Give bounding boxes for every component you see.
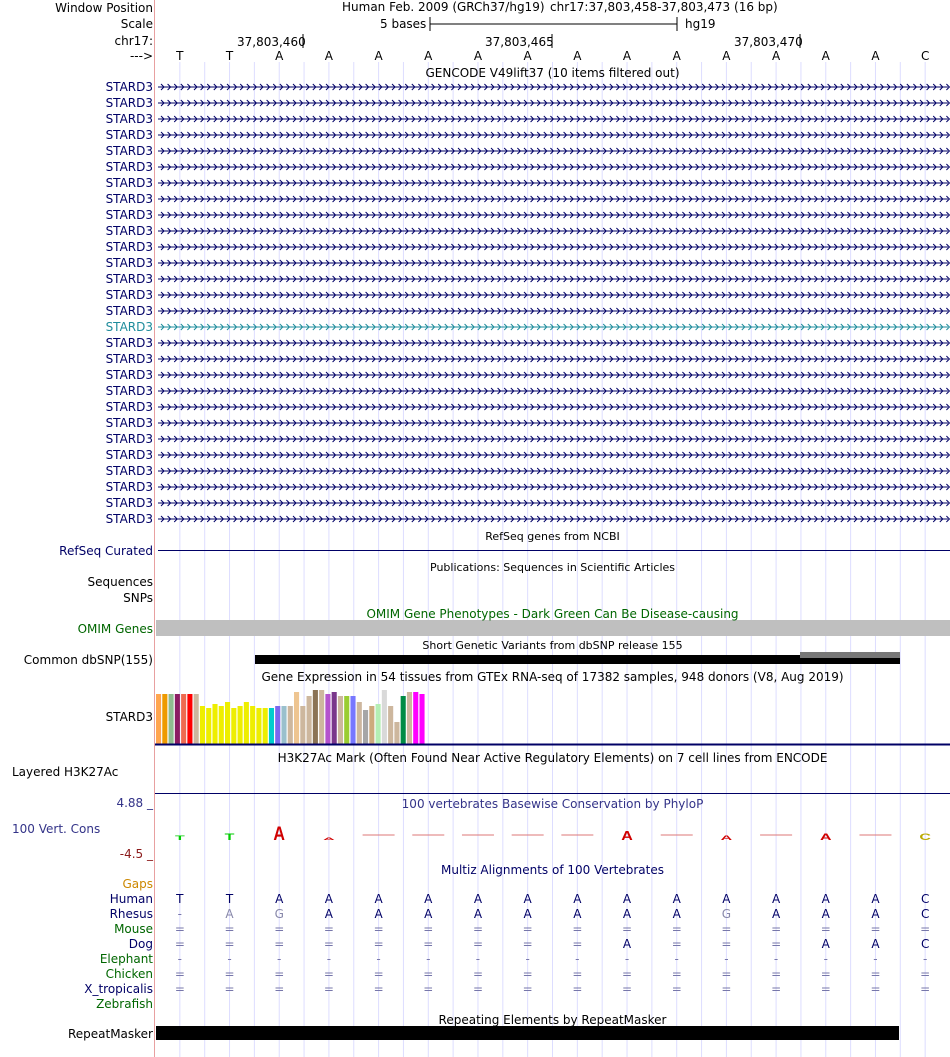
alignment-base: A	[523, 907, 532, 921]
gene-label[interactable]: STARD3	[105, 432, 153, 446]
gtex-bar	[394, 722, 399, 744]
phylop-max: 4.88 _	[116, 796, 153, 810]
alignment-base: =	[771, 922, 782, 936]
gene-label[interactable]: STARD3	[105, 160, 153, 174]
alignment-base: C	[920, 907, 930, 921]
gtex-bar	[307, 696, 312, 744]
gtex-bar	[206, 708, 211, 744]
gene-feature	[158, 372, 949, 378]
gtex-bar	[244, 702, 249, 744]
gtex-bar	[162, 694, 167, 744]
gtex-bar	[357, 702, 362, 744]
gene-label[interactable]: STARD3	[105, 496, 153, 510]
gene-feature	[158, 420, 949, 426]
alignment-base: =	[820, 982, 831, 996]
gtex-bar	[250, 706, 255, 744]
gtex-bar	[288, 706, 293, 744]
phylop-letter: A	[273, 822, 285, 845]
alignment-base: A	[871, 937, 880, 951]
alignment-base: =	[870, 982, 881, 996]
base-letter: A	[424, 49, 433, 63]
gtex-bar	[332, 692, 337, 744]
alignment-base: =	[522, 967, 533, 981]
gene-feature	[158, 116, 949, 122]
alignment-base: =	[472, 937, 484, 951]
gene-feature	[158, 164, 949, 170]
alignment-base: =	[671, 937, 682, 951]
gtex-bar	[200, 706, 205, 744]
gtex-label[interactable]: STARD3	[105, 710, 153, 724]
alignment-base: -	[674, 952, 679, 966]
alignment-base: G	[721, 907, 732, 921]
gtex-bar	[325, 694, 330, 744]
gene-feature	[158, 388, 949, 394]
gene-feature	[158, 292, 949, 298]
alignment-base: =	[671, 967, 682, 981]
gene-label[interactable]: STARD3	[105, 240, 153, 254]
alignment-base: =	[274, 982, 285, 996]
gene-label[interactable]: STARD3	[105, 384, 153, 398]
alignment-base: A	[374, 892, 383, 906]
alignment-base: =	[224, 967, 235, 981]
gene-label[interactable]: STARD3	[105, 416, 153, 430]
species-label[interactable]: Elephant	[99, 952, 153, 966]
base-letter: A	[573, 49, 582, 63]
gtex-bar	[219, 706, 224, 744]
gene-feature	[158, 484, 949, 490]
refseq-title[interactable]: RefSeq genes from NCBI	[485, 530, 620, 543]
phylop-label[interactable]: 100 Vert. Cons	[12, 822, 101, 836]
alignment-base: =	[174, 967, 185, 981]
gene-label[interactable]: STARD3	[105, 304, 153, 318]
gtex-bar	[256, 708, 261, 744]
gtex-bar	[376, 704, 381, 744]
alignment-base: A	[573, 907, 582, 921]
alignment-base: =	[622, 922, 633, 936]
alignment-base: =	[870, 922, 881, 936]
gene-feature	[158, 228, 949, 234]
gene-feature	[158, 84, 949, 90]
sequences-label[interactable]: Sequences	[87, 575, 153, 589]
position-text: chr17:37,803,458-37,803,473 (16 bp)	[550, 0, 778, 14]
repeatmasker-feature	[156, 1026, 899, 1040]
multiz-title[interactable]: Multiz Alignments of 100 Vertebrates	[440, 863, 665, 877]
alignment-base: C	[920, 937, 930, 951]
alignment-base: =	[622, 967, 633, 981]
phylop-letter: T	[224, 831, 235, 843]
alignment-base: =	[671, 922, 682, 936]
gene-feature	[158, 516, 949, 522]
alignment-base: A	[821, 907, 830, 921]
gene-label[interactable]: STARD3	[105, 512, 153, 526]
alignment-base: =	[522, 922, 533, 936]
base-letter: C	[920, 49, 930, 63]
refseq-label[interactable]: RefSeq Curated	[59, 544, 153, 558]
gene-label[interactable]: STARD3	[105, 96, 153, 110]
alignment-base: =	[820, 967, 831, 981]
alignment-base: A	[424, 892, 433, 906]
base-letter: A	[473, 49, 483, 63]
alignment-base: -	[177, 952, 183, 966]
gtex-bars	[156, 690, 425, 744]
alignment-base: A	[821, 892, 830, 906]
alignment-base: =	[721, 982, 732, 996]
gtex-bar	[401, 696, 406, 744]
alignment-base: A	[573, 892, 582, 906]
alignment-base: =	[274, 967, 285, 981]
gene-feature	[158, 404, 949, 410]
alignment-base: =	[373, 922, 384, 936]
gene-label[interactable]: STARD3	[105, 288, 153, 302]
phylop-letter: A	[323, 837, 335, 841]
alignment-base: A	[622, 892, 632, 906]
gene-label[interactable]: STARD3	[105, 272, 153, 286]
gene-feature	[158, 244, 949, 250]
gene-label[interactable]: STARD3	[105, 80, 153, 94]
alignment-base: =	[274, 937, 285, 951]
phylop-letter: T	[174, 834, 185, 842]
alignment-base: -	[177, 907, 183, 921]
gtex-bar	[413, 692, 418, 744]
alignment-base: =	[423, 922, 434, 936]
alignment-base: A	[871, 892, 880, 906]
alignment-base: A	[871, 907, 880, 921]
alignment-base: A	[523, 892, 532, 906]
guide-lines	[180, 62, 925, 1057]
phylop-letter: C	[919, 831, 931, 843]
gtex-bar	[212, 704, 217, 744]
alignment-base: A	[622, 937, 632, 951]
alignment-base: =	[721, 937, 732, 951]
alignment-base: =	[174, 922, 185, 936]
omim-title[interactable]: OMIM Gene Phenotypes - Dark Green Can Be Disease-causing	[366, 607, 739, 621]
gene-feature	[158, 100, 949, 106]
alignment-base: -	[773, 952, 779, 966]
gene-label[interactable]: STARD3	[105, 112, 153, 126]
ruler-tick-label: 37,803,460	[237, 35, 306, 49]
alignment-base: A	[672, 907, 681, 921]
db-text: hg19	[685, 17, 716, 31]
omim-label[interactable]: OMIM Genes	[77, 622, 153, 636]
species-label[interactable]: Chicken	[105, 967, 153, 981]
gene-label[interactable]: STARD3	[105, 176, 153, 190]
gene-feature	[158, 436, 949, 442]
base-letter: A	[374, 49, 383, 63]
phylop-letter: A	[820, 831, 832, 843]
alignment-base: =	[423, 967, 434, 981]
alignment-base: A	[324, 892, 334, 906]
alignment-base: =	[373, 982, 384, 996]
gtex-bar	[419, 694, 424, 744]
alignment-base: A	[424, 907, 433, 921]
gtex-bar	[313, 690, 318, 744]
h3k27ac-title[interactable]: H3K27Ac Mark (Often Found Near Active Regulatory Elements) on 7 cell lines from ENCODE	[277, 751, 828, 765]
alignment-base: A	[225, 907, 234, 921]
gtex-bar	[388, 706, 393, 744]
gtex-bar	[363, 710, 368, 744]
gtex-bar	[238, 706, 243, 744]
alignment-base: =	[622, 982, 633, 996]
alignment-base: =	[920, 967, 931, 981]
alignment-base: =	[274, 922, 285, 936]
alignment-base: =	[721, 967, 732, 981]
alignment-base: -	[376, 952, 381, 966]
alignment-base: G	[274, 907, 284, 921]
alignment-base: A	[771, 892, 781, 906]
gene-feature	[158, 452, 949, 458]
alignment-base: A	[622, 907, 632, 921]
alignment-base: -	[326, 952, 332, 966]
alignment-base: =	[323, 967, 334, 981]
gene-label[interactable]: STARD3	[105, 144, 153, 158]
alignment-base: A	[473, 907, 483, 921]
species-label[interactable]: Rhesus	[109, 907, 153, 921]
base-letter: T	[176, 49, 184, 63]
gene-feature	[158, 468, 949, 474]
gtex-bar	[369, 706, 374, 744]
base-letter: A	[821, 49, 830, 63]
phylop-logo	[175, 823, 932, 845]
alignment-base: C	[920, 892, 930, 906]
alignment-base: =	[174, 982, 185, 996]
alignment-base: -	[724, 952, 729, 966]
repeatmasker-title[interactable]: Repeating Elements by RepeatMasker	[438, 1013, 667, 1027]
alignment-base: A	[722, 892, 731, 906]
gtex-bar	[350, 696, 355, 744]
gtex-title[interactable]: Gene Expression in 54 tissues from GTEx RNA-seq of 17382 samples, 948 donors (V8, Aug 2019)	[261, 670, 844, 684]
alignment-base: =	[572, 937, 583, 951]
alignment-base: =	[671, 982, 682, 996]
alignment-base: -	[525, 952, 530, 966]
gtex-bar	[294, 692, 299, 744]
alignment-base: -	[823, 952, 828, 966]
gene-label[interactable]: STARD3	[105, 320, 153, 334]
alignment-base: =	[572, 967, 583, 981]
gene-label[interactable]: STARD3	[105, 128, 153, 142]
base-letter: A	[771, 49, 781, 63]
dbsnp-feature-overlap	[800, 652, 900, 658]
alignment-base: =	[224, 922, 235, 936]
species-label[interactable]: Human	[109, 892, 153, 906]
alignment-base: A	[821, 937, 830, 951]
base-letter: A	[275, 49, 284, 63]
gene-feature	[158, 356, 949, 362]
gtex-bar	[156, 694, 161, 744]
repeatmasker-label[interactable]: RepeatMasker	[67, 1027, 153, 1041]
alignment-base: -	[227, 952, 232, 966]
window-position-label[interactable]: Window Position	[55, 1, 153, 15]
strand-toggle[interactable]: --->	[129, 49, 153, 63]
alignment-base: T	[176, 892, 184, 906]
gene-label[interactable]: STARD3	[105, 448, 153, 462]
gene-feature	[158, 196, 949, 202]
species-label[interactable]: Mouse	[114, 922, 153, 936]
alignment-base: =	[920, 982, 931, 996]
alignment-base: -	[922, 952, 928, 966]
species-label[interactable]: X_tropicalis	[84, 982, 153, 996]
phylop-min: -4.5 _	[119, 847, 153, 861]
gene-label[interactable]: STARD3	[105, 256, 153, 270]
alignment-base: =	[771, 982, 782, 996]
gene-feature	[158, 148, 949, 154]
base-letter: A	[871, 49, 880, 63]
gtex-bar	[263, 708, 268, 744]
base-letter: A	[722, 49, 731, 63]
gtex-bar	[344, 696, 349, 744]
alignment-base: =	[373, 967, 384, 981]
gene-feature	[158, 340, 949, 346]
alignment-base: =	[572, 982, 583, 996]
alignment-base: =	[771, 967, 782, 981]
scale-label[interactable]: Scale	[120, 17, 153, 31]
phylop-letter: A	[621, 829, 633, 844]
gtex-bar	[269, 708, 274, 744]
gtex-bar	[175, 694, 180, 744]
alignment-base: =	[224, 937, 235, 951]
gene-label[interactable]: STARD3	[105, 224, 153, 238]
alignment-base: =	[522, 937, 533, 951]
gene-label[interactable]: STARD3	[105, 464, 153, 478]
alignment-base: -	[426, 952, 431, 966]
gene-feature	[158, 308, 949, 314]
omim-feature	[156, 620, 950, 636]
gtex-bar	[181, 694, 186, 744]
phylop-title[interactable]: 100 vertebrates Basewise Conservation by PhyloP	[401, 797, 704, 811]
alignment-base: =	[771, 937, 782, 951]
gene-feature	[158, 324, 949, 330]
ruler-tick-label: 37,803,465	[485, 35, 554, 49]
base-letter: A	[324, 49, 334, 63]
gene-feature	[158, 260, 949, 266]
gtex-bar	[275, 706, 280, 744]
base-letter: A	[672, 49, 681, 63]
alignment-base: -	[575, 952, 580, 966]
gene-label[interactable]: STARD3	[105, 192, 153, 206]
alignment-base: A	[771, 907, 781, 921]
alignment-base: =	[423, 937, 434, 951]
gaps-label[interactable]: Gaps	[122, 877, 153, 891]
alignment-base: =	[323, 937, 334, 951]
base-letter: A	[523, 49, 532, 63]
gtex-bar	[231, 708, 236, 744]
gtex-bar	[187, 694, 192, 744]
alignment-base: =	[820, 922, 831, 936]
alignment-base: =	[174, 937, 185, 951]
gene-feature	[158, 212, 949, 218]
alignment-base: =	[472, 982, 484, 996]
alignment-base: =	[920, 922, 931, 936]
dbsnp-title[interactable]: Short Genetic Variants from dbSNP release 155	[422, 639, 683, 652]
assembly-text: Human Feb. 2009 (GRCh37/hg19)	[342, 0, 545, 14]
alignment-base: A	[374, 907, 383, 921]
chrom-label[interactable]: chr17:	[114, 34, 153, 48]
alignment-base: T	[225, 892, 234, 906]
alignment-base: A	[473, 892, 483, 906]
alignment-base: =	[572, 922, 583, 936]
alignment-base: -	[475, 952, 481, 966]
alignment-base: =	[472, 967, 484, 981]
gene-label[interactable]: STARD3	[105, 400, 153, 414]
alignment-base: =	[323, 922, 334, 936]
gencode-title[interactable]: GENCODE V49lift37 (10 items filtered out)	[425, 66, 680, 80]
alignment-base: =	[423, 982, 434, 996]
gene-feature	[158, 132, 949, 138]
alignment-base: =	[472, 922, 484, 936]
base-letter: A	[622, 49, 632, 63]
alignment-base: =	[323, 982, 334, 996]
gene-label[interactable]: STARD3	[105, 208, 153, 222]
dbsnp-label[interactable]: Common dbSNP(155)	[23, 653, 153, 667]
h3k27ac-label[interactable]: Layered H3K27Ac	[12, 765, 119, 779]
gene-feature	[158, 180, 949, 186]
base-letter: T	[225, 49, 234, 63]
alignment-base: A	[275, 892, 284, 906]
gtex-bar	[319, 690, 324, 744]
ruler-tick-label: 37,803,470	[734, 35, 803, 49]
gtex-bar	[382, 690, 387, 744]
species-label[interactable]: Dog	[128, 937, 153, 951]
alignment-base: -	[624, 952, 630, 966]
gtex-bar	[169, 694, 174, 744]
snps-label[interactable]: SNPs	[123, 591, 153, 605]
species-label[interactable]: Zebrafish	[96, 997, 153, 1011]
gene-label[interactable]: STARD3	[105, 480, 153, 494]
phylop-letter: A	[720, 834, 733, 842]
scale-text: 5 bases	[380, 17, 427, 31]
alignment-base: -	[277, 952, 282, 966]
gene-feature	[158, 500, 949, 506]
alignment-base: =	[870, 967, 881, 981]
gene-label[interactable]: STARD3	[105, 368, 153, 382]
gtex-bar	[338, 696, 343, 744]
alignment-base: A	[324, 907, 334, 921]
gene-label[interactable]: STARD3	[105, 336, 153, 350]
gtex-bar	[194, 694, 199, 744]
alignment-base: -	[873, 952, 878, 966]
publications-title[interactable]: Publications: Sequences in Scientific Articles	[430, 561, 675, 574]
gene-feature	[158, 276, 949, 282]
alignment-base: =	[373, 937, 384, 951]
alignment-base: =	[721, 922, 732, 936]
gtex-bar	[407, 692, 412, 744]
gene-label[interactable]: STARD3	[105, 352, 153, 366]
alignment-base: A	[672, 892, 681, 906]
alignment-base: =	[522, 982, 533, 996]
gtex-bar	[225, 702, 230, 744]
gtex-bar	[300, 706, 305, 744]
gtex-bar	[281, 706, 286, 744]
alignment-base: =	[224, 982, 235, 996]
